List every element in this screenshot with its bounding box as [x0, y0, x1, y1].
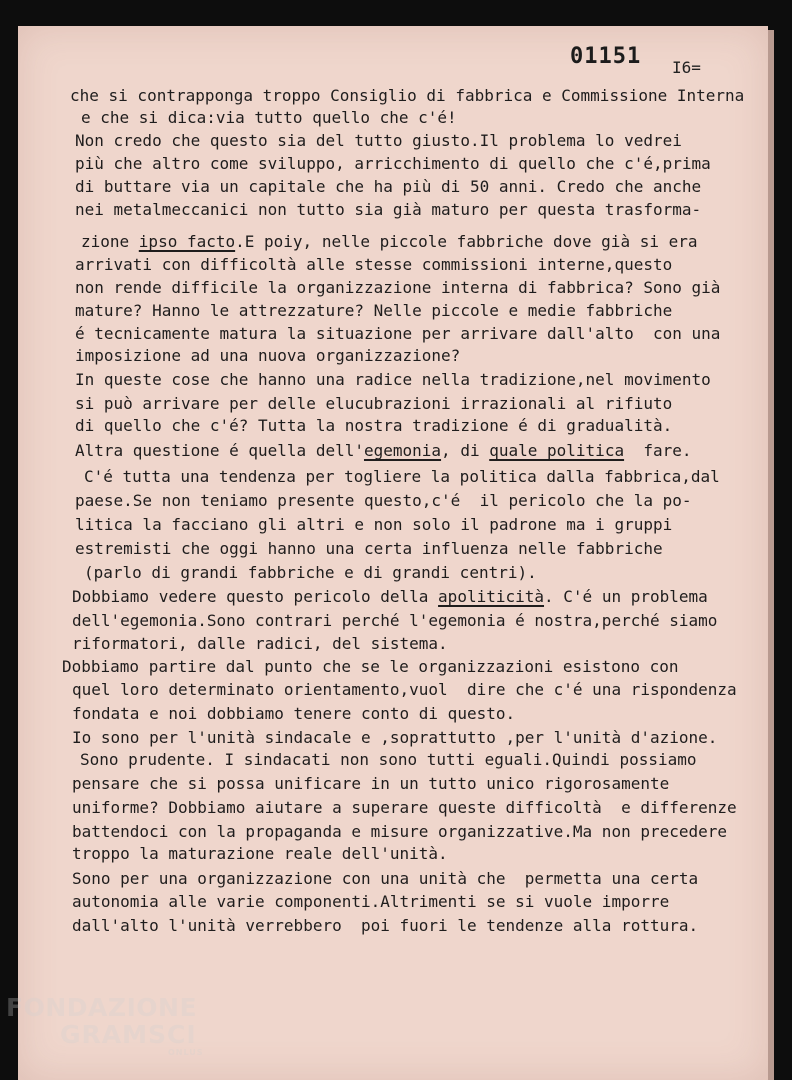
text-line	[75, 131, 682, 151]
text-line	[75, 515, 672, 535]
text-line	[75, 370, 711, 390]
text-line	[72, 611, 717, 631]
text-line	[72, 869, 698, 889]
text-line	[75, 539, 663, 559]
text-line	[72, 680, 737, 700]
text-segment: Sono prudente. I sindacati non sono tutti eguali.Quindi possiamo	[80, 750, 697, 769]
text-line	[80, 750, 697, 770]
text-line	[72, 774, 669, 794]
text-line	[72, 798, 737, 818]
text-segment: estremisti che oggi hanno una certa influenza nelle fabbriche	[75, 539, 663, 558]
text-segment: riformatori, dalle radici, del sistema.	[72, 634, 448, 653]
text-line	[72, 916, 698, 936]
text-segment: .E poiy, nelle piccole fabbriche dove già si era	[235, 232, 698, 251]
text-segment: e che si dica:via tutto quello che c'é!	[81, 108, 457, 127]
text-segment: Altra questione é quella dell'	[75, 441, 364, 460]
text-segment: arrivati con difficoltà alle stesse commissioni interne,questo	[75, 255, 673, 274]
text-line	[75, 394, 672, 414]
text-segment: In queste cose che hanno una radice nella tradizione,nel movimento	[75, 370, 711, 389]
underlined-text: apoliticità	[438, 587, 545, 606]
watermark-line-3: ONLUS	[168, 1048, 204, 1057]
text-line	[75, 278, 720, 298]
text-line	[72, 634, 448, 654]
text-segment: litica la facciano gli altri e non solo il padrone ma i gruppi	[75, 515, 673, 534]
text-line	[75, 491, 692, 511]
text-segment: paese.Se non teniamo presente questo,c'é il pericolo che la po-	[75, 491, 692, 510]
text-line	[72, 728, 717, 748]
text-line	[72, 587, 708, 607]
text-line	[62, 657, 679, 677]
text-segment: di quello che c'é? Tutta la nostra tradizione é di gradualità.	[75, 416, 673, 435]
text-line	[84, 563, 537, 583]
text-segment: Dobbiamo vedere questo pericolo della	[72, 587, 439, 606]
text-line	[70, 86, 744, 106]
text-line	[75, 255, 672, 275]
text-segment: dall'alto l'unità verrebbero poi fuori le tendenze alla rottura.	[72, 916, 699, 935]
text-segment: quel loro determinato orientamento,vuol dire che c'é una rispondenza	[72, 680, 737, 699]
underlined-text: egemonia	[363, 441, 442, 460]
text-line	[75, 441, 692, 461]
text-line	[75, 346, 460, 366]
text-segment: fare.	[624, 441, 692, 460]
text-line	[81, 108, 457, 128]
text-line	[72, 822, 727, 842]
document-number: 01151	[570, 44, 642, 69]
text-line	[75, 154, 711, 174]
text-line	[75, 177, 701, 197]
page-number: I6=	[672, 58, 701, 77]
text-line	[75, 200, 701, 220]
text-segment: Non credo che questo sia del tutto giusto.Il problema lo vedrei	[75, 131, 682, 150]
text-segment: dell'egemonia.Sono contrari perché l'egemonia é nostra,perché siamo	[72, 611, 718, 630]
text-line	[72, 704, 515, 724]
text-segment: non rende difficile la organizzazione interna di fabbrica? Sono già	[75, 278, 721, 297]
text-segment: mature? Hanno le attrezzature? Nelle piccole e medie fabbriche	[75, 301, 673, 320]
text-line	[75, 416, 672, 436]
text-segment: Sono per una organizzazione con una unità che permetta una certa	[72, 869, 699, 888]
text-segment: di buttare via un capitale che ha più di 50 anni. Credo che anche	[75, 177, 702, 196]
underlined-text: ipso facto	[138, 232, 236, 251]
watermark-line-2: GRAMSCI	[60, 1020, 197, 1049]
text-segment: imposizione ad una nuova organizzazione?	[75, 346, 461, 365]
text-segment: nei metalmeccanici non tutto sia già maturo per questa trasforma-	[75, 200, 702, 219]
text-segment: uniforme? Dobbiamo aiutare a superare queste difficoltà e differenze	[72, 798, 737, 817]
text-segment: fondata e noi dobbiamo tenere conto di questo.	[72, 704, 516, 723]
text-line	[72, 844, 448, 864]
text-segment: zione	[81, 232, 139, 251]
text-segment: Dobbiamo partire dal punto che se le organizzazioni esistono con	[62, 657, 679, 676]
text-segment: più che altro come sviluppo, arricchimento di quello che c'é,prima	[75, 154, 711, 173]
underlined-text: quale politica	[489, 441, 625, 460]
page-edge	[768, 30, 774, 1080]
text-segment: , di	[441, 441, 490, 460]
text-segment: (parlo di grandi fabbriche e di grandi centri).	[84, 563, 537, 582]
text-line	[72, 892, 669, 912]
text-line	[75, 324, 720, 344]
text-line	[75, 301, 672, 321]
text-segment: troppo la maturazione reale dell'unità.	[72, 844, 448, 863]
text-line	[84, 467, 720, 487]
text-segment: battendoci con la propaganda e misure organizzative.Ma non precedere	[72, 822, 728, 841]
watermark-line-1: FONDAZIONE	[6, 993, 198, 1022]
text-segment: autonomia alle varie componenti.Altrimenti se si vuole imporre	[72, 892, 670, 911]
text-segment: C'é tutta una tendenza per togliere la politica dalla fabbrica,dal	[84, 467, 720, 486]
archive-watermark	[6, 995, 204, 1057]
text-line	[81, 232, 698, 252]
text-segment: si può arrivare per delle elucubrazioni irrazionali al rifiuto	[75, 394, 673, 413]
text-segment: é tecnicamente matura la situazione per arrivare dall'alto con una	[75, 324, 721, 343]
text-segment: che si contrapponga troppo Consiglio di fabbrica e Commissione Interna	[70, 86, 745, 105]
text-segment: pensare che si possa unificare in un tutto unico rigorosamente	[72, 774, 670, 793]
text-segment: Io sono per l'unità sindacale e ,soprattutto ,per l'unità d'azione.	[72, 728, 718, 747]
text-segment: . C'é un problema	[544, 587, 708, 606]
